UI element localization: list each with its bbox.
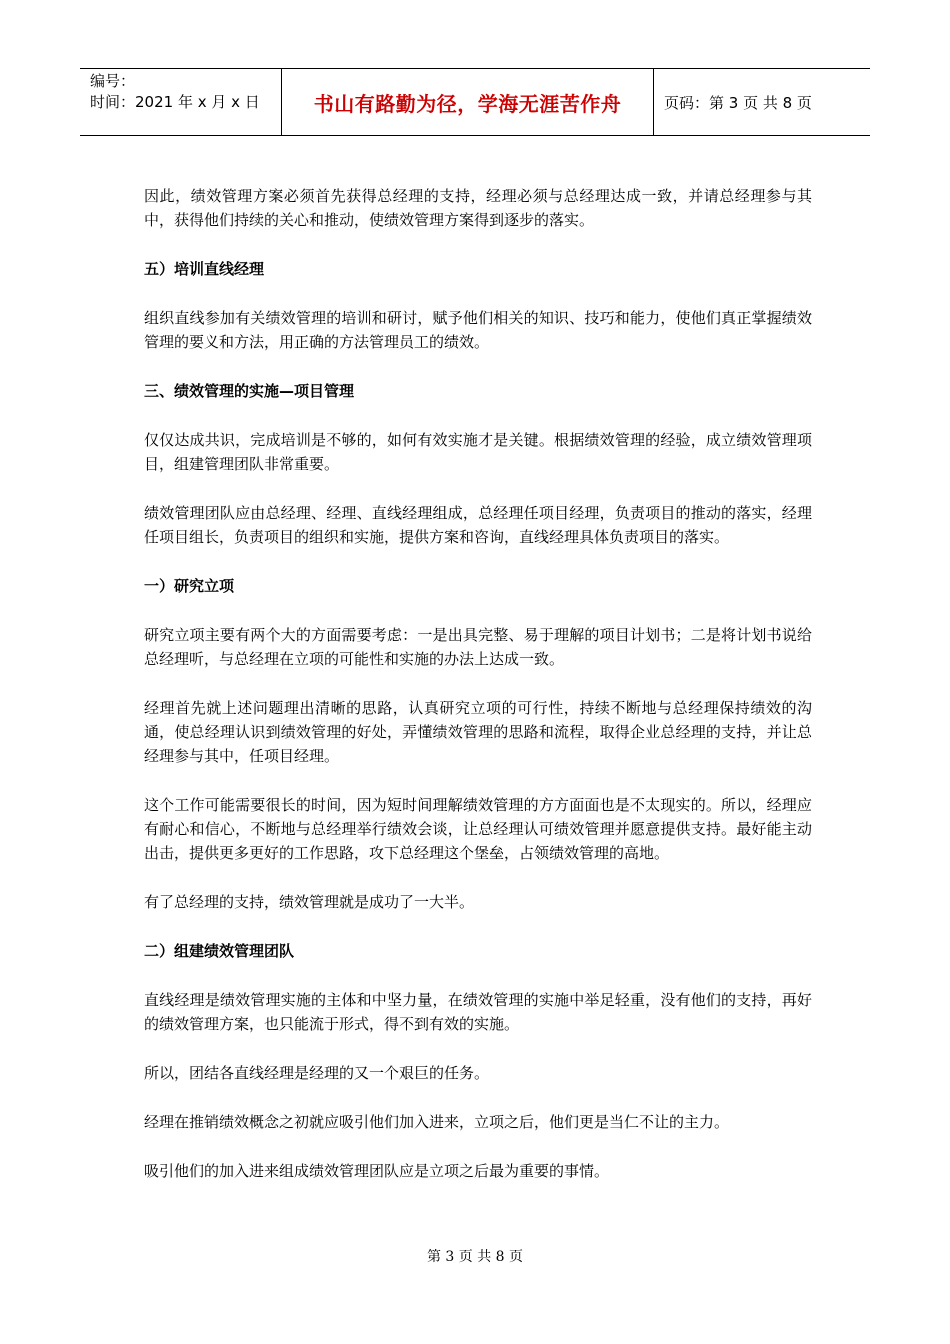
body-paragraph: 吸引他们的加入进来组成绩效管理团队应是立项之后最为重要的事情。	[144, 1162, 610, 1180]
body-paragraph: 组织直线参加有关绩效管理的培训和研讨，赋予他们相关的知识、技巧和能力，使他们真正掌握绩效管理的要义和方法，用正确的方法管理员工的绩效。	[144, 309, 812, 351]
body-paragraph: 这个工作可能需要很长的时间，因为短时间理解绩效管理的方方面面也是不太现实的。所以，经理应有耐心和信心，不断地与总经理举行绩效会谈，让总经理认可绩效管理并愿意提供支持。最好能主动出击，提供更多更好的工作思路，攻下总经理这个堡垒，占领绩效管理的高地。	[144, 796, 812, 862]
page-footer: 第 3 页 共 8 页	[426, 1249, 524, 1265]
body-paragraph: 所以，团结各直线经理是经理的又一个艰巨的任务。	[144, 1064, 490, 1082]
body-paragraph: 仅仅达成共识，完成培训是不够的，如何有效实施才是关键。根据绩效管理的经验，成立绩效管理项目，组建管理团队非常重要。	[144, 431, 812, 473]
header-page-number: 页码：第 3 页 共 8 页	[664, 93, 812, 112]
body-paragraph: 直线经理是绩效管理实施的主体和中坚力量，在绩效管理的实施中举足轻重，没有他们的支持，再好的绩效管理方案，也只能流于形式，得不到有效的实施。	[144, 991, 812, 1033]
body-paragraph: 经理在推销绩效概念之初就应吸引他们加入进来，立项之后，他们更是当仁不让的主力。	[144, 1113, 730, 1131]
body-paragraph: 因此，绩效管理方案必须首先获得总经理的支持，经理必须与总经理达成一致，并请总经理参与其中，获得他们持续的关心和推动，使绩效管理方案得到逐步的落实。	[144, 187, 812, 229]
header-meta	[80, 69, 282, 135]
page-header	[80, 68, 870, 136]
section-heading: 二）组建绩效管理团队	[144, 942, 295, 960]
section-heading: 三、绩效管理的实施—项目管理	[144, 382, 355, 400]
document-date-label: 时间：2021 年 x 月 x 日	[90, 93, 260, 111]
section-heading: 五）培训直线经理	[144, 260, 265, 278]
section-heading: 一）研究立项	[144, 577, 235, 595]
body-paragraph: 研究立项主要有两个大的方面需要考虑：一是出具完整、易于理解的项目计划书；二是将计划书说给总经理听，与总经理在立项的可能性和实施的办法上达成一致。	[144, 626, 812, 668]
document-number-label: 编号：	[90, 72, 136, 90]
header-motto: 书山有路勤为径，学海无涯苦作舟	[282, 69, 654, 135]
body-paragraph: 有了总经理的支持，绩效管理就是成功了一大半。	[144, 893, 475, 911]
body-paragraph: 绩效管理团队应由总经理、经理、直线经理组成，总经理任项目经理，负责项目的推动的落实，经理任项目组长，负责项目的组织和实施，提供方案和咨询，直线经理具体负责项目的落实。	[144, 504, 812, 546]
body-paragraph: 经理首先就上述问题理出清晰的思路，认真研究立项的可行性，持续不断地与总经理保持绩效的沟通，使总经理认识到绩效管理的好处，弄懂绩效管理的思路和流程，取得企业总经理的支持，并让总经理参与其中，任项目经理。	[144, 699, 812, 765]
document-body	[144, 184, 812, 1208]
